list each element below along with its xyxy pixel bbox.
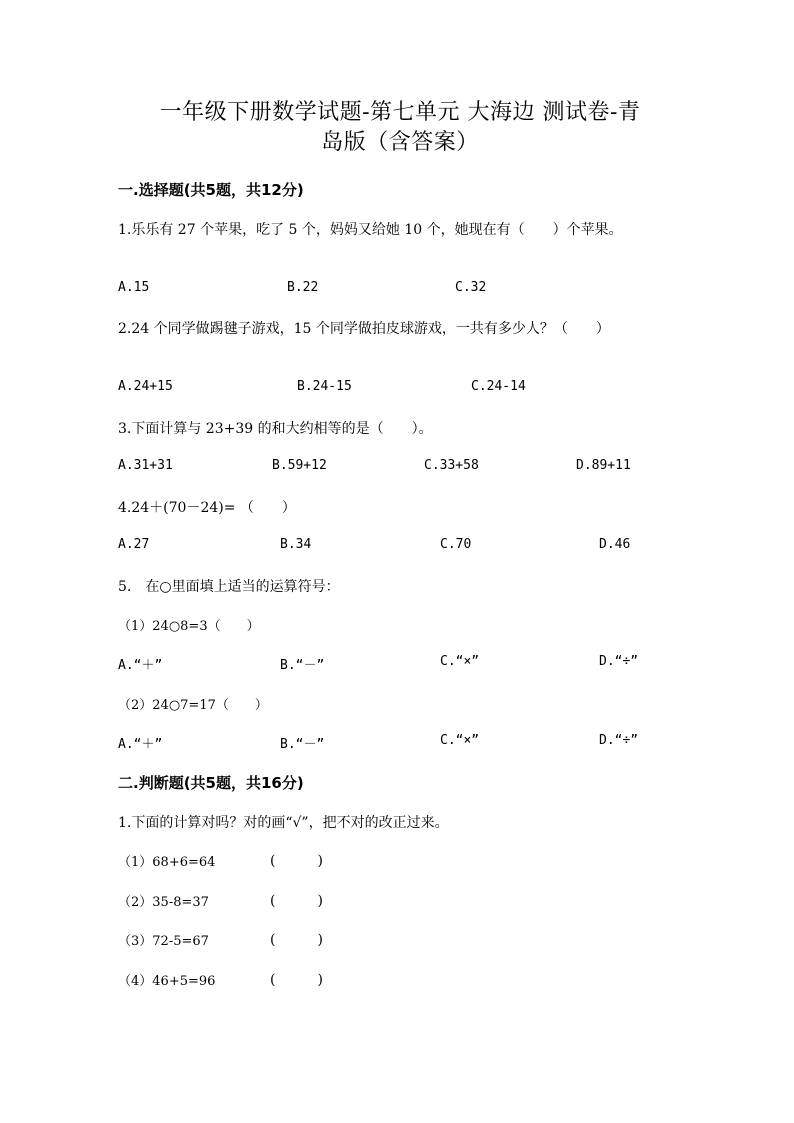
option-1-5-2-a: A.“＋” — [118, 737, 163, 752]
title-line-2: 岛版（含答案） — [321, 130, 479, 155]
option-1-3-c: C.33+58 — [424, 458, 479, 473]
option-1-4-b: B.34 — [280, 537, 312, 552]
option-1-5-1-c: C.“×” — [440, 654, 480, 669]
option-1-5-1-a: A.“＋” — [118, 658, 163, 673]
option-1-5-1-d: D.“÷” — [599, 654, 639, 669]
option-1-1-c: C.32 — [455, 280, 487, 295]
judgement-item-1: （1）68+6=64 — [118, 855, 216, 870]
question-1-4: 4.24＋(70－24)= （ ） — [118, 500, 296, 516]
title-line-1: 一年级下册数学试题-第七单元 大海边 测试卷-青 — [159, 100, 641, 125]
question-1-3: 3.下面计算与 23+39 的和大约相等的是（ ）。 — [118, 421, 433, 437]
judgement-blank-2: ( ) — [270, 893, 323, 909]
option-1-4-c: C.70 — [440, 537, 472, 552]
question-1-5-sub-1: （1）24○8=3（ ） — [118, 619, 260, 634]
question-1-1: 1.乐乐有 27 个苹果，吃了 5 个，妈妈又给她 10 个，她现在有（ ）个苹果。 — [118, 222, 623, 238]
option-1-2-b: B.24-15 — [297, 379, 352, 394]
option-1-5-2-c: C.“×” — [440, 733, 480, 748]
option-1-5-2-b: B.“－” — [280, 737, 325, 752]
question-1-5-sub-2: （2）24○7=17（ ） — [118, 698, 268, 713]
option-1-2-c: C.24-14 — [471, 379, 526, 394]
option-1-3-a: A.31+31 — [118, 458, 173, 473]
judgement-blank-3: ( ) — [270, 932, 323, 948]
question-1-5: 5. 在○里面填上适当的运算符号： — [118, 579, 340, 595]
judgement-item-3: （3）72-5=67 — [118, 934, 209, 949]
option-1-1-a: A.15 — [118, 280, 150, 295]
judgement-item-4: （4）46+5=96 — [118, 974, 216, 989]
option-1-5-2-d: D.“÷” — [599, 733, 639, 748]
option-1-4-d: D.46 — [599, 537, 631, 552]
question-2-1: 1.下面的计算对吗？对的画“√”，把不对的改正过来。 — [118, 815, 449, 831]
judgement-blank-4: ( ) — [270, 972, 323, 988]
option-1-3-b: B.59+12 — [272, 458, 327, 473]
option-1-3-d: D.89+11 — [576, 458, 631, 473]
judgement-blank-1: ( ) — [270, 853, 323, 869]
option-1-2-a: A.24+15 — [118, 379, 173, 394]
section-heading-judgement: 二.判断题(共5题，共16分) — [118, 774, 304, 792]
option-1-1-b: B.22 — [287, 280, 319, 295]
option-1-5-1-b: B.“－” — [280, 658, 325, 673]
judgement-item-2: （2）35-8=37 — [118, 895, 209, 910]
section-heading-choice: 一.选择题(共5题，共12分) — [118, 181, 304, 199]
option-1-4-a: A.27 — [118, 537, 150, 552]
question-1-2: 2.24 个同学做踢毽子游戏，15 个同学做拍皮球游戏，一共有多少人？（ ） — [118, 321, 610, 337]
